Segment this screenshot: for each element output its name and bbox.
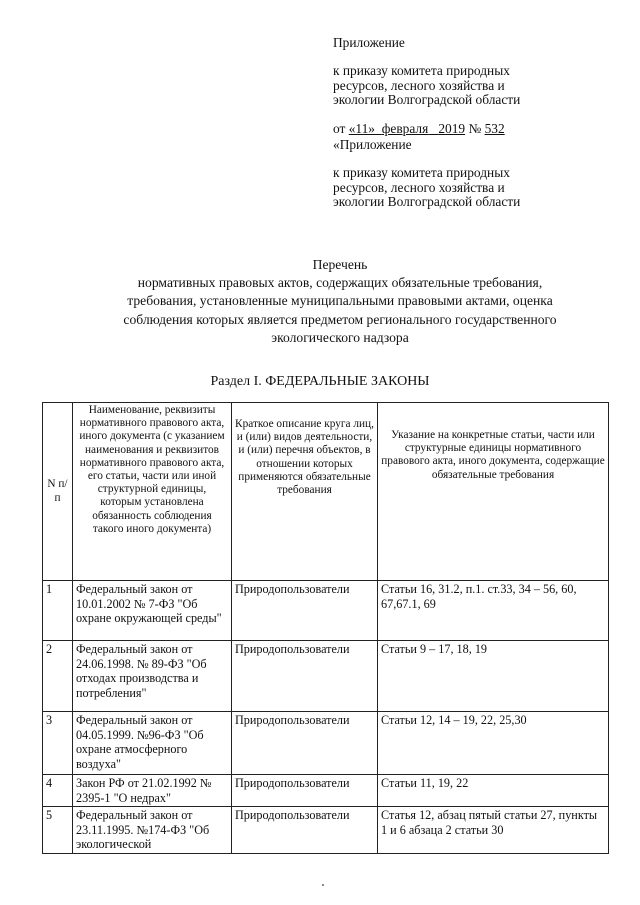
row-number: 1: [43, 581, 73, 641]
appendix-title: Приложение: [333, 35, 405, 50]
table-row: [43, 775, 609, 807]
table-row: [43, 712, 609, 775]
row-number: 4: [43, 775, 73, 807]
date-year: 2019: [438, 120, 466, 136]
row-subjects: Природопользователи: [232, 581, 378, 641]
appendix-title-quoted: «Приложение: [333, 137, 412, 152]
order-date: [333, 122, 520, 136]
row-act: Федеральный закон от 23.11.1995. №174-ФЗ "Об экологической: [73, 807, 232, 854]
table-row: [43, 641, 609, 712]
row-articles: Статьи 9 – 17, 18, 19: [378, 641, 609, 712]
title-line: соблюдения которых является предметом регионального государственного: [123, 311, 557, 327]
header-act: Наименование, реквизиты нормативного правового акта, иного документа (с указанием наименования и реквизитов нормативного правового акта, его статьи, части или иной структурной единицы, которым установлена обязанность соблюдения такого иного документа): [73, 403, 232, 581]
row-subjects: Природопользователи: [232, 712, 378, 775]
document-title: [60, 256, 620, 347]
order-line: ресурсов, лесного хозяйства и: [333, 77, 505, 93]
row-articles: Статья 12, абзац пятый статьи 27, пункты 1 и 6 абзаца 2 статьи 30: [378, 807, 609, 854]
order-number: 532: [484, 120, 505, 136]
title-line: экологического надзора: [271, 329, 409, 345]
row-act: Федеральный закон от 10.01.2002 № 7-ФЗ "Об охране окружающей среды": [73, 581, 232, 641]
number-sign: №: [468, 120, 482, 136]
order-line: ресурсов, лесного хозяйства и: [333, 179, 505, 195]
date-month: февраля: [381, 120, 429, 136]
table-row: [43, 581, 609, 641]
header-subjects: Краткое описание круга лиц, и (или) видов деятельности, и (или) перечня объектов, в отношении которых применяются обязательные требования: [232, 403, 378, 581]
order-line: экологии Волгоградской области: [333, 92, 521, 108]
row-subjects: Природопользователи: [232, 807, 378, 854]
date-prefix: от: [333, 120, 349, 136]
appendix-header-1: [333, 36, 520, 136]
row-subjects: Природопользователи: [232, 641, 378, 712]
title-line: нормативных правовых актов, содержащих обязательные требования,: [137, 275, 543, 291]
row-number: 2: [43, 641, 73, 712]
title-line: Перечень: [312, 257, 368, 272]
row-articles: Статьи 11, 19, 22: [378, 775, 609, 807]
row-act: Федеральный закон от 24.06.1998. № 89-ФЗ "Об отходах производства и потребления": [73, 641, 232, 712]
row-act: Закон РФ от 21.02.1992 № 2395-1 "О недрах": [73, 775, 232, 807]
row-articles: Статьи 12, 14 – 19, 22, 25,30: [378, 712, 609, 775]
header-articles: Указание на конкретные статьи, части или структурные единицы нормативного правового акта, иного документа, содержащие обязательные требования: [378, 403, 609, 581]
table-header-row: [43, 403, 609, 581]
table-row: [43, 807, 609, 854]
row-articles: Статьи 16, 31.2, п.1. ст.33, 34 – 56, 60, 67,67.1, 69: [378, 581, 609, 641]
laws-table: [42, 402, 609, 854]
title-line: требования, установленные муниципальными правовыми актами, оценка: [127, 293, 553, 309]
row-number: 3: [43, 712, 73, 775]
date-day: «11»: [348, 120, 376, 136]
scan-speck: [322, 884, 324, 886]
appendix-header-2: [333, 138, 520, 210]
header-number: N п/п: [43, 403, 73, 581]
row-act: Федеральный закон от 04.05.1999. №96-ФЗ "Об охране атмосферного воздуха": [73, 712, 232, 775]
order-line: к приказу комитета природных: [333, 165, 510, 181]
row-number: 5: [43, 807, 73, 854]
row-subjects: Природопользователи: [232, 775, 378, 807]
order-line: экологии Волгоградской области: [333, 194, 521, 210]
section-heading: Раздел I. ФЕДЕРАЛЬНЫЕ ЗАКОНЫ: [210, 374, 430, 389]
order-line: к приказу комитета природных: [333, 63, 510, 79]
